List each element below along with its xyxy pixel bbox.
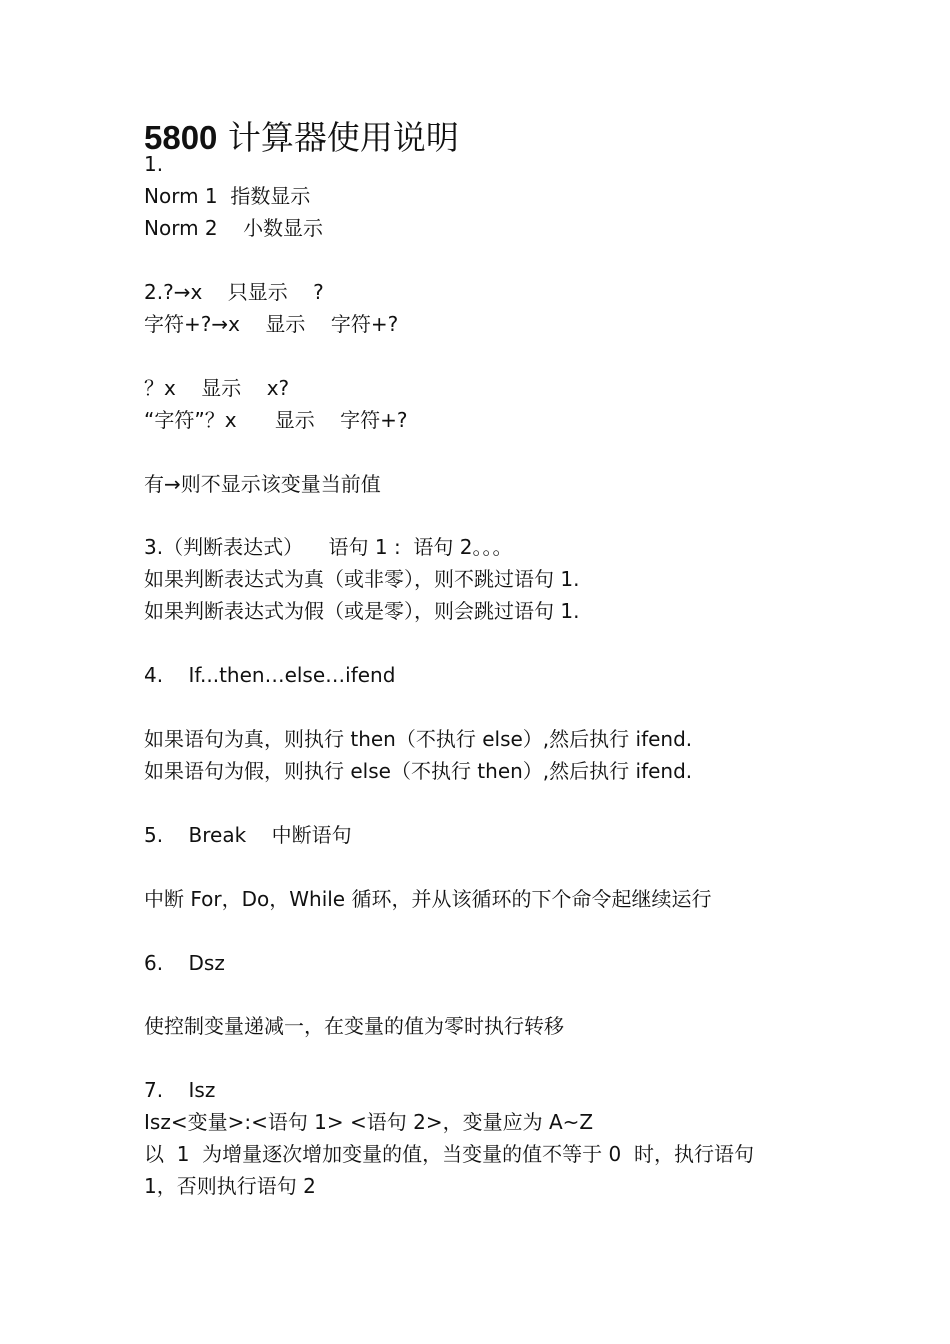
text-line: 2.?→x 只显示 ? — [144, 280, 324, 304]
text-line: 如果语句为假，则执行 else（不执行 then）,然后执行 ifend. — [144, 759, 693, 783]
text-line: 1，否则执行语句 2 — [144, 1174, 316, 1198]
text-line: 1. — [144, 152, 164, 176]
document-title — [144, 116, 459, 160]
text-line: 中断 For，Do，While 循环，并从该循环的下个命令起继续运行 — [144, 887, 712, 911]
text-line: 有→则不显示该变量当前值 — [144, 472, 381, 496]
title-number: 5800 — [144, 119, 218, 157]
text-line: 如果语句为真，则执行 then（不执行 else）,然后执行 ifend. — [144, 727, 693, 751]
title-text: 计算器使用说明 — [217, 118, 459, 158]
text-line: 5. Break 中断语句 — [144, 823, 352, 847]
text-line: 以 1 为增量逐次增加变量的值，当变量的值不等于 0 时，执行语句 — [144, 1142, 754, 1166]
text-line: Norm 1 指数显示 — [144, 184, 311, 208]
text-line: 字符+?→x 显示 字符+? — [144, 312, 399, 336]
text-line: Isz<变量>:<语句 1> <语句 2>，变量应为 A~Z — [144, 1110, 594, 1134]
text-line: ？x 显示 x? — [144, 376, 290, 400]
text-line: 4. If...then…else…ifend — [144, 663, 396, 687]
text-line: 3.（判断表达式） 语句 1 : 语句 2。。。 — [144, 535, 513, 559]
text-line: “字符”？x 显示 字符+? — [144, 408, 408, 432]
text-line: 7. Isz — [144, 1078, 216, 1102]
text-line: 如果判断表达式为真（或非零），则不跳过语句 1. — [144, 567, 580, 591]
text-line: Norm 2 小数显示 — [144, 216, 324, 240]
text-line: 使控制变量递减一，在变量的值为零时执行转移 — [144, 1014, 564, 1038]
text-line: 如果判断表达式为假（或是零），则会跳过语句 1. — [144, 599, 580, 623]
text-line: 6. Dsz — [144, 951, 225, 975]
